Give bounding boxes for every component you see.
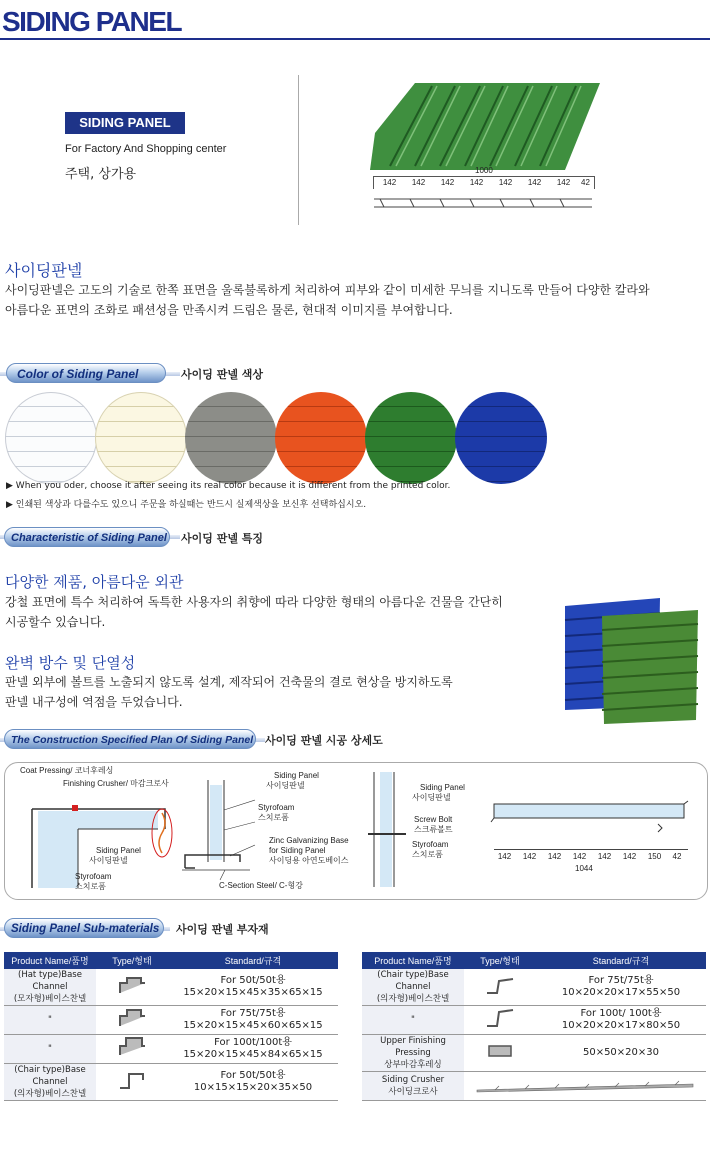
product-name-cell: "	[4, 1006, 96, 1035]
label-finishing-crusher: Finishing Crusher/ 마감크로사	[63, 779, 169, 788]
table-row	[362, 1035, 706, 1072]
standard-cell: For 100t/ 100t용 10×20×20×17×80×50	[536, 1006, 706, 1035]
dimension-value: 142	[440, 178, 455, 187]
feature-text-waterproof-2: 판넬 내구성에 역점을 두었습니다.	[5, 695, 183, 709]
dimension-row	[375, 178, 595, 188]
label-screw-bolt-ko: 스크류볼트	[414, 825, 453, 834]
dimension-value: 150	[647, 852, 662, 861]
base-detail-drawing	[180, 770, 275, 890]
type-image-cell	[96, 969, 168, 1006]
label-zinc-base-ko: 사이딩용 아연도베이스	[269, 856, 349, 865]
hat-channel-icon	[117, 975, 147, 995]
section-label-characteristic: 사이딩 판넬 특징	[181, 532, 264, 545]
table-row	[362, 1072, 706, 1101]
label-styrofoam-ko: 스치로폼	[258, 813, 289, 822]
dimension-value: 142	[547, 852, 562, 861]
column-header: Type/형태	[464, 952, 536, 969]
dimension-total: 1044	[575, 864, 593, 873]
swatch-gray	[185, 392, 277, 484]
materials-table-left	[4, 952, 338, 1101]
product-name-cell: "	[362, 1006, 464, 1035]
standard-cell: For 100t/100t용 15×20×15×45×84×65×15	[168, 1035, 338, 1064]
label-siding-panel-ko: 사이딩판넬	[89, 856, 128, 865]
table-row	[362, 969, 706, 1006]
feature-heading-design: 다양한 제품, 아름다운 외관	[5, 573, 184, 591]
subtitle-en: For Factory And Shopping center	[65, 143, 227, 155]
dimension-value: 142	[382, 178, 397, 187]
table-header-row	[4, 952, 338, 969]
product-name-cell: Siding Crusher 사이딩크로사	[362, 1072, 464, 1101]
about-line-2: 아름다운 표면의 조화로 패션성을 만족시켜 드림은 물론, 현대적 이미지를 부여합니다.	[5, 303, 453, 317]
standard-cell: 50×50×20×30	[536, 1035, 706, 1072]
hat-channel-icon	[117, 1037, 147, 1057]
column-header: Type/형태	[96, 952, 168, 969]
label-siding-panel-en: Siding Panel	[96, 846, 141, 855]
type-image-cell	[96, 1006, 168, 1035]
label-siding-panel-ko: 사이딩판넬	[266, 781, 305, 790]
label-siding-panel-en: Siding Panel	[274, 771, 319, 780]
dimension-value: 142	[527, 178, 542, 187]
finishing-pressing-icon	[485, 1041, 515, 1061]
label-zinc-base-en-2: for Siding Panel	[269, 846, 326, 855]
label-styrofoam-en: Styrofoam	[258, 803, 295, 812]
type-image-cell	[96, 1035, 168, 1064]
about-heading: 사이딩판넬	[5, 261, 83, 280]
feature-text-design-1: 강철 표면에 특수 처리하여 독특한 사용자의 취향에 따라 다양한 형태의 아름다운 건물을 간단히	[5, 595, 503, 609]
dimension-value: 142	[597, 852, 612, 861]
table-row	[4, 1035, 338, 1064]
section-pill-construction: The Construction Specified Plan Of Siding Panel	[4, 729, 256, 749]
dimension-value: 142	[411, 178, 426, 187]
section-pill-characteristic: Characteristic of Siding Panel	[4, 527, 170, 547]
product-name-cell: (Chair type)Base Channel (의자형)베이스찬넬	[4, 1064, 96, 1101]
standard-cell: For 50t/50t용 15×20×15×45×35×65×15	[168, 969, 338, 1006]
bullet-arrow-icon: ▶	[6, 481, 16, 491]
label-siding-panel-ko: 사이딩판넬	[412, 793, 451, 802]
type-image-cell	[464, 1035, 536, 1072]
siding-panel-product-image	[350, 78, 600, 173]
feature-heading-waterproof: 완벽 방수 및 단열성	[5, 654, 136, 672]
hat-channel-icon	[117, 1008, 147, 1028]
dimension-value: 142	[622, 852, 637, 861]
table-row	[362, 1006, 706, 1035]
chair-channel-icon	[117, 1070, 147, 1090]
label-coat-pressing: Coat Pressing/ 코너후레싱	[20, 766, 114, 775]
panel-samples-image	[560, 598, 700, 726]
chair-channel-icon	[485, 975, 515, 995]
table-header-row	[362, 952, 706, 969]
dimension-value: 142	[556, 178, 571, 187]
section-pill-colors: Color of Siding Panel	[6, 363, 166, 383]
standard-cell: For 50t/50t용 10×15×15×20×35×50	[168, 1064, 338, 1101]
label-zinc-base-en-1: Zinc Galvanizing Base	[269, 836, 349, 845]
about-line-1: 사이딩판넬은 고도의 기술로 한쪽 표면을 울록불록하게 처리하여 피부와 같이 미세한 무늬를 지니도록 만들어 다양한 칼라와	[5, 283, 650, 297]
column-header: Product Name/품명	[362, 952, 464, 969]
section-pill-materials: Siding Panel Sub-materials	[4, 918, 164, 938]
dimension-value: 142	[572, 852, 587, 861]
panel-cross-section-drawing	[490, 798, 690, 838]
label-screw-bolt-en: Screw Bolt	[414, 815, 453, 824]
chair-channel-icon	[485, 1008, 515, 1028]
feature-text-waterproof-1: 판넬 외부에 볼트를 노출되지 않도록 설계, 제작되어 건축물의 결로 현상을 방지하도록	[5, 675, 453, 689]
product-name-cell: "	[4, 1035, 96, 1064]
intro-divider	[298, 75, 299, 225]
dimension-value: 142	[469, 178, 484, 187]
standard-cell: For 75t/75t용 15×20×15×45×60×65×15	[168, 1006, 338, 1035]
dimension-value: 142	[498, 178, 513, 187]
type-image-cell	[96, 1064, 168, 1101]
siding-crusher-icon	[475, 1079, 695, 1093]
label-styrofoam-ko: 스치로폼	[75, 882, 106, 891]
table-row	[4, 969, 338, 1006]
type-image-cell	[464, 1006, 536, 1035]
swatch-orange	[275, 392, 367, 484]
section-label-colors: 사이딩 판넬 색상	[181, 368, 264, 381]
product-name-cell: Upper Finishing Pressing 상부마감후레싱	[362, 1035, 464, 1072]
bullet-arrow-icon: ▶	[6, 500, 16, 510]
dimension-value: 142	[497, 852, 512, 861]
swatch-green	[365, 392, 457, 484]
type-image-cell	[464, 1072, 706, 1101]
label-styrofoam-en: Styrofoam	[75, 872, 112, 881]
page-title: SIDING PANEL	[2, 6, 182, 37]
wall-section-drawing	[366, 770, 416, 890]
column-header: Product Name/품명	[4, 952, 96, 969]
title-divider	[0, 38, 710, 40]
label-c-section-steel: C-Section Steel/ C-형강	[219, 881, 303, 890]
dimension-line	[494, 849, 688, 850]
product-badge: SIDING PANEL	[65, 112, 185, 134]
dimension-value: 42	[581, 178, 590, 187]
table-row	[4, 1006, 338, 1035]
label-styrofoam-ko: 스치로폼	[412, 850, 443, 859]
swatch-white	[5, 392, 97, 484]
section-label-construction: 사이딩 판넬 시공 상세도	[265, 734, 383, 747]
product-name-cell: (Chair type)Base Channel (의자형)베이스찬넬	[362, 969, 464, 1006]
column-header: Standard/규격	[536, 952, 706, 969]
dimension-value: 142	[522, 852, 537, 861]
materials-table-right	[362, 952, 706, 1101]
color-note-ko: ▶ 인쇄된 색상과 다를수도 있으니 주문을 하실때는 반드시 실제색상을 보신후 선택하십시오.	[6, 500, 367, 510]
label-siding-panel-en: Siding Panel	[420, 783, 465, 792]
section-label-materials: 사이딩 판넬 부자재	[176, 923, 269, 936]
table-row	[4, 1064, 338, 1101]
dimension-total: 1000	[475, 166, 493, 175]
section-dimension-row	[492, 852, 692, 862]
type-image-cell	[464, 969, 536, 1006]
feature-text-design-2: 시공할수 있습니다.	[5, 615, 106, 629]
subtitle-ko: 주택, 상가용	[65, 167, 137, 182]
standard-cell: For 75t/75t용 10×20×20×17×55×50	[536, 969, 706, 1006]
swatch-blue	[455, 392, 547, 484]
color-note-en: ▶ When you oder, choose it after seeing its real color because it is different from the printed color.	[6, 481, 451, 491]
product-name-cell: (Hat type)Base Channel (모자형)베이스찬넬	[4, 969, 96, 1006]
label-styrofoam-en: Styrofoam	[412, 840, 449, 849]
column-header: Standard/규격	[168, 952, 338, 969]
swatch-ivory	[95, 392, 187, 484]
dimension-value: 42	[672, 852, 682, 861]
panel-profile-section	[372, 195, 597, 211]
